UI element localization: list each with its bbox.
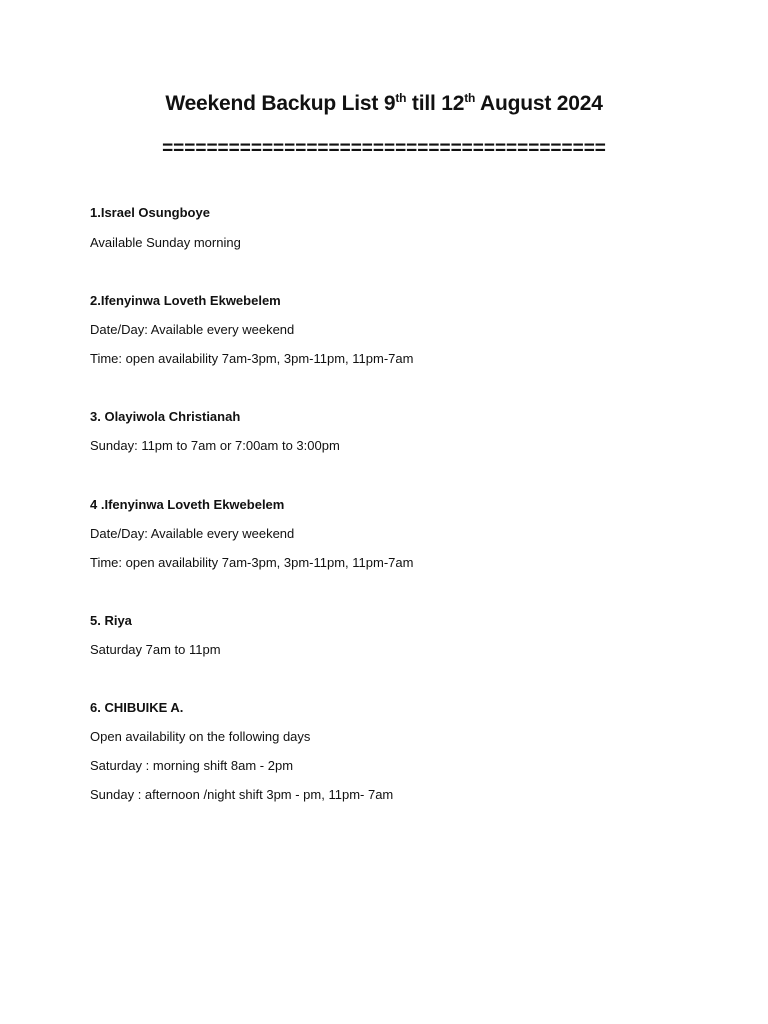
title-superscript-1: th (395, 91, 407, 105)
entry-5-line-1: Saturday 7am to 11pm (90, 642, 221, 657)
entry-6-line-1: Open availability on the following days (90, 729, 311, 744)
entry-6-line-2: Saturday : morning shift 8am - 2pm (90, 758, 294, 773)
title-text-end: August 2024 (475, 92, 603, 115)
entry-6-line-3: Sunday : afternoon /night shift 3pm - pm, 11pm- 7am (90, 787, 394, 802)
title-text-middle: till 12 (406, 92, 465, 115)
entry-2-line-2: Time: open availability 7am-3pm, 3pm-11pm, 11pm-7am (90, 351, 414, 366)
entry-1-name: 1.Israel Osungboye (90, 205, 210, 220)
entry-4-line-1: Date/Day: Available every weekend (90, 526, 295, 541)
title-superscript-2: th (464, 91, 476, 105)
title-text-start: Weekend Backup List 9 (165, 92, 396, 115)
entry-2-name: 2.Ifenyinwa Loveth Ekwebelem (90, 293, 281, 308)
entry-4-line-2: Time: open availability 7am-3pm, 3pm-11pm, 11pm-7am (90, 555, 414, 570)
entry-4-name: 4 .Ifenyinwa Loveth Ekwebelem (90, 497, 285, 512)
entry-2-line-1: Date/Day: Available every weekend (90, 322, 295, 337)
entry-3-line-1: Sunday: 11pm to 7am or 7:00am to 3:00pm (90, 438, 340, 453)
title-divider: ======================================== (162, 138, 606, 159)
entry-6-name: 6. CHIBUIKE A. (90, 700, 184, 715)
document-title (0, 92, 768, 116)
entry-5-name: 5. Riya (90, 613, 132, 628)
entry-3-name: 3. Olayiwola Christianah (90, 409, 241, 424)
entry-1-line-1: Available Sunday morning (90, 235, 241, 250)
